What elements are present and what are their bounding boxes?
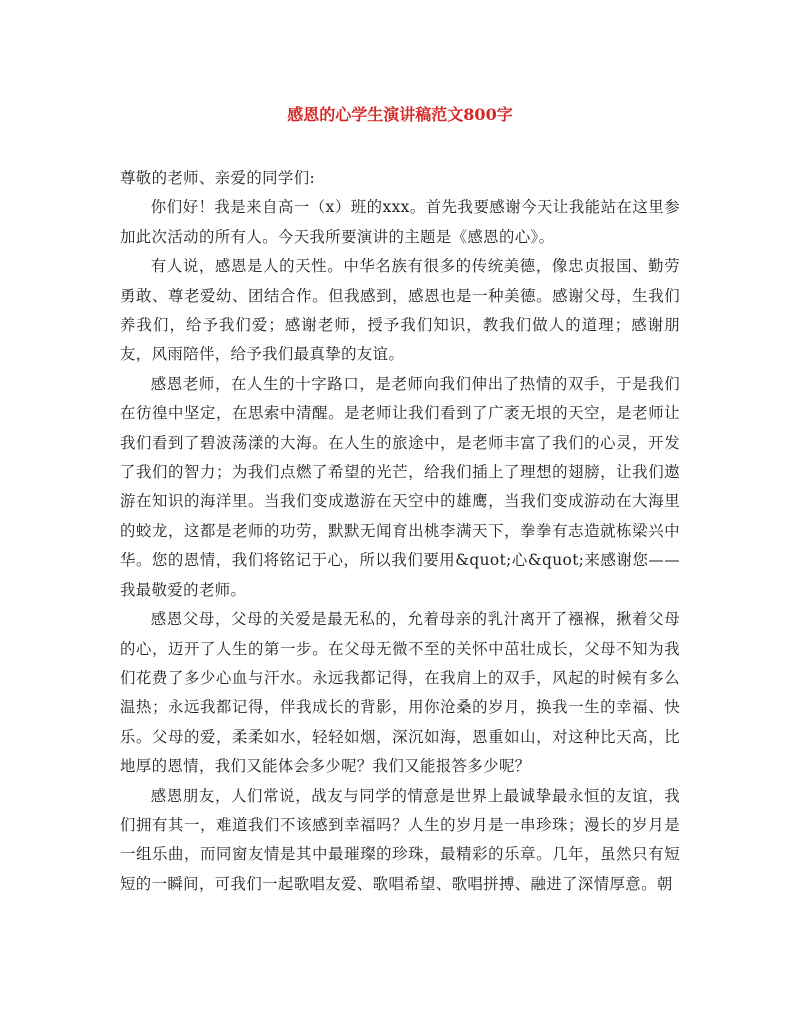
- greeting-line: 尊敬的老师、亲爱的同学们:: [120, 169, 316, 187]
- document-body: [120, 164, 680, 899]
- paragraph-5: 感恩朋友，人们常说，战友与同学的情意是世界上最诚挚最永恒的友谊，我们拥有其一，难道我们不该感到幸福吗？人生的岁月是一串珍珠；漫长的岁月是一组乐曲，而同窗友情是其中最璀璨的珍珠，最精彩的乐章。几年，虽然只有短短的一瞬间，可我们一起歌唱友爱、歌唱希望、歌唱拼搏、融进了深情厚意。朝: [120, 786, 680, 893]
- paragraph-4: 感恩父母，父母的关爱是最无私的，允着母亲的乳汁离开了襁褓，揪着父母的心，迈开了人生的第一步。在父母无微不至的关怀中茁壮成长，父母不知为我们花费了多少心血与汗水。永远我都记得，在我肩上的双手，风起的时候有多么温热；永远我都记得，伴我成长的背影，用你沧桑的岁月，换我一生的幸福、快乐。父母的爱，柔柔如水，轻轻如烟，深沉如海，恩重如山，对这种比天高，比地厚的恩情，我们又能体会多少呢？我们又能报答多少呢？: [120, 610, 680, 776]
- paragraph-3: 感恩老师，在人生的十字路口，是老师向我们伸出了热情的双手，于是我们在彷徨中坚定，在思索中清醒。是老师让我们看到了广袤无垠的天空，是老师让我们看到了碧波荡漾的大海。在人生的旅途中，是老师丰富了我们的心灵，开发了我们的智力；为我们点燃了希望的光芒，给我们插上了理想的翅膀，让我们遨游在知识的海洋里。当我们变成遨游在天空中的雄鹰，当我们变成游动在大海里的蛟龙，这都是老师的功劳，默默无闻育出桃李满天下，拳拳有志造就栋梁兴中华。您的恩情，我们将铭记于心，所以我们要用&quot;心&quot;来感谢您——我最敬爱的老师。: [120, 374, 680, 599]
- paragraph-1: 你们好！我是来自高一（x）班的xxx。首先我要感谢今天让我能站在这里参加此次活动的所有人。今天我所要演讲的主题是《感恩的心》。: [120, 198, 680, 246]
- document-title: 感恩的心学生演讲稿范文800字: [287, 105, 513, 124]
- paragraph-2: 有人说，感恩是人的天性。中华名族有很多的传统美德，像忠贞报国、勤劳勇敢、尊老爱幼、团结合作。但我感到，感恩也是一种美德。感谢父母，生我们养我们，给予我们爱；感谢老师，授予我们知识，教我们做人的道理；感谢朋友，风雨陪伴，给予我们最真挚的友谊。: [120, 257, 680, 364]
